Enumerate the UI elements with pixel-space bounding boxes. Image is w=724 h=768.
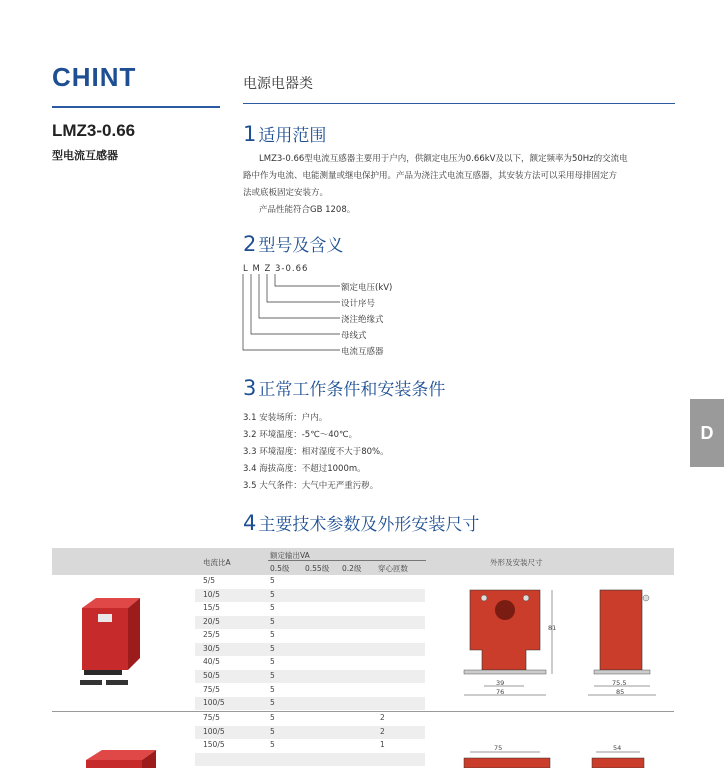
dim-hole-spacing: 39 (496, 679, 505, 687)
product-photo-large (82, 748, 162, 768)
table-row-va: 5 (270, 630, 275, 639)
section-1-number: 1 (243, 122, 257, 146)
dim-side-2: 54 (613, 744, 622, 752)
table-row-va: 5 (270, 727, 275, 736)
product-model: LMZ3-0.66 (52, 121, 136, 140)
table-row-ratio: 10/5 (203, 590, 220, 599)
model-code-meanings (341, 280, 392, 360)
row-stripe (195, 753, 425, 766)
scope-line-3: 法或底板固定安装方。 (243, 188, 329, 198)
dim-height: 81 (548, 624, 557, 632)
table-row-va: 5 (270, 590, 275, 599)
col-dimensions: 外形及安装尺寸 (490, 558, 543, 567)
table-row-ratio: 15/5 (203, 603, 220, 612)
left-divider (52, 106, 220, 108)
table-row-va: 5 (270, 644, 275, 653)
table-row-turns: 2 (380, 727, 385, 736)
dimension-drawing-2 (460, 748, 675, 768)
brand-logo: CHINT (52, 62, 137, 92)
table-row-va: 5 (270, 713, 275, 722)
dim-side-width: 75.5 (612, 679, 627, 687)
meaning-current-transformer: 电流互感器 (341, 347, 384, 357)
section-1-label: 适用范围 (258, 126, 327, 146)
meaning-busbar-type: 母线式 (341, 331, 367, 341)
row-stripe (195, 697, 425, 710)
col-class-0-2: 0.2级 (342, 564, 362, 573)
table-header (52, 548, 674, 575)
table-row-ratio: 25/5 (203, 630, 220, 639)
condition-item: 3.4 海拔高度：不超过1000m。 (243, 464, 366, 474)
group-divider (52, 711, 674, 712)
table-row-turns: 1 (380, 740, 385, 749)
product-subtitle: 型电流互感器 (52, 149, 118, 162)
meaning-design-number: 设计序号 (341, 299, 376, 309)
condition-item: 3.1 安装场所：户内。 (243, 413, 328, 423)
section-4-number: 4 (243, 511, 257, 535)
category-title: 电源电器类 (243, 76, 313, 92)
row-stripe (195, 643, 425, 656)
table-row-va: 5 (270, 740, 275, 749)
condition-item: 3.5 大气条件：大气中无严重污秽。 (243, 481, 379, 491)
table-row-ratio: 30/5 (203, 644, 220, 653)
table-row-ratio: 100/5 (203, 698, 225, 707)
dimension-drawing-1 (460, 582, 675, 707)
row-stripe (195, 589, 425, 602)
table-row-va: 5 (270, 698, 275, 707)
section-4-label: 主要技术参数及外形安装尺寸 (258, 515, 480, 535)
condition-item: 3.3 环境湿度：相对湿度不大于80%。 (243, 447, 389, 457)
section-tab-d[interactable]: D (690, 399, 724, 467)
col-class-0-55: 0.55级 (305, 564, 330, 573)
section-2-number: 2 (243, 232, 257, 256)
row-stripe (195, 670, 425, 683)
meaning-cast-insulation: 浇注绝缘式 (341, 315, 384, 325)
dim-width-2: 75 (494, 744, 503, 752)
table-row-turns: 2 (380, 713, 385, 722)
table-row-va: 5 (270, 617, 275, 626)
scope-standard: 产品性能符合GB 1208。 (259, 205, 356, 215)
meaning-rated-voltage: 额定电压(kV) (341, 283, 393, 293)
section-3-number: 3 (243, 376, 257, 400)
table-row-va: 5 (270, 657, 275, 666)
product-photo-small (78, 594, 150, 694)
model-code: L M Z 3-0.66 (243, 264, 309, 274)
col-current-ratio: 电流比A (203, 558, 231, 567)
table-row-ratio: 50/5 (203, 671, 220, 680)
front-view (464, 590, 552, 695)
table-row-va: 5 (270, 603, 275, 612)
table-row-ratio: 150/5 (203, 740, 225, 749)
table-row-ratio: 40/5 (203, 657, 220, 666)
table-row-ratio: 75/5 (203, 713, 220, 722)
table-row-va: 5 (270, 685, 275, 694)
dim-side-base: 85 (616, 688, 625, 696)
dim-base-width: 76 (496, 688, 505, 696)
section-1-title (243, 121, 326, 146)
section-3-label: 正常工作条件和安装条件 (258, 380, 446, 400)
row-stripe (195, 726, 425, 739)
header-divider (243, 103, 675, 104)
table-row-va: 5 (270, 671, 275, 680)
table-row-ratio: 5/5 (203, 576, 216, 585)
section-4-title (243, 510, 479, 535)
row-stripe (195, 616, 425, 629)
scope-line-1: LMZ3-0.66型电流互感器主要用于户内，供额定电压为0.66kV及以下，额定频率为50Hz的交流电 (259, 154, 628, 164)
col-class-0-5: 0.5级 (270, 564, 290, 573)
section-1-body (243, 151, 683, 219)
condition-item: 3.2 环境温度：-5℃～40℃。 (243, 430, 358, 440)
table-row-ratio: 100/5 (203, 727, 225, 736)
table-row-va: 5 (270, 576, 275, 585)
table-row-ratio: 20/5 (203, 617, 220, 626)
scope-line-2: 路中作为电流、电能测量或继电保护用。产品为浇注式电流互感器，其安装方法可以采用母排固定方 (243, 171, 618, 181)
col-rated-output: 额定输出VA (270, 551, 310, 560)
table-row-ratio: 75/5 (203, 685, 220, 694)
model-code-diagram (240, 274, 340, 359)
output-divider (268, 560, 426, 561)
section-2-title (243, 231, 343, 256)
col-turns: 穿心匝数 (378, 564, 408, 573)
section-3-title (243, 375, 445, 400)
section-2-label: 型号及含义 (258, 236, 344, 256)
